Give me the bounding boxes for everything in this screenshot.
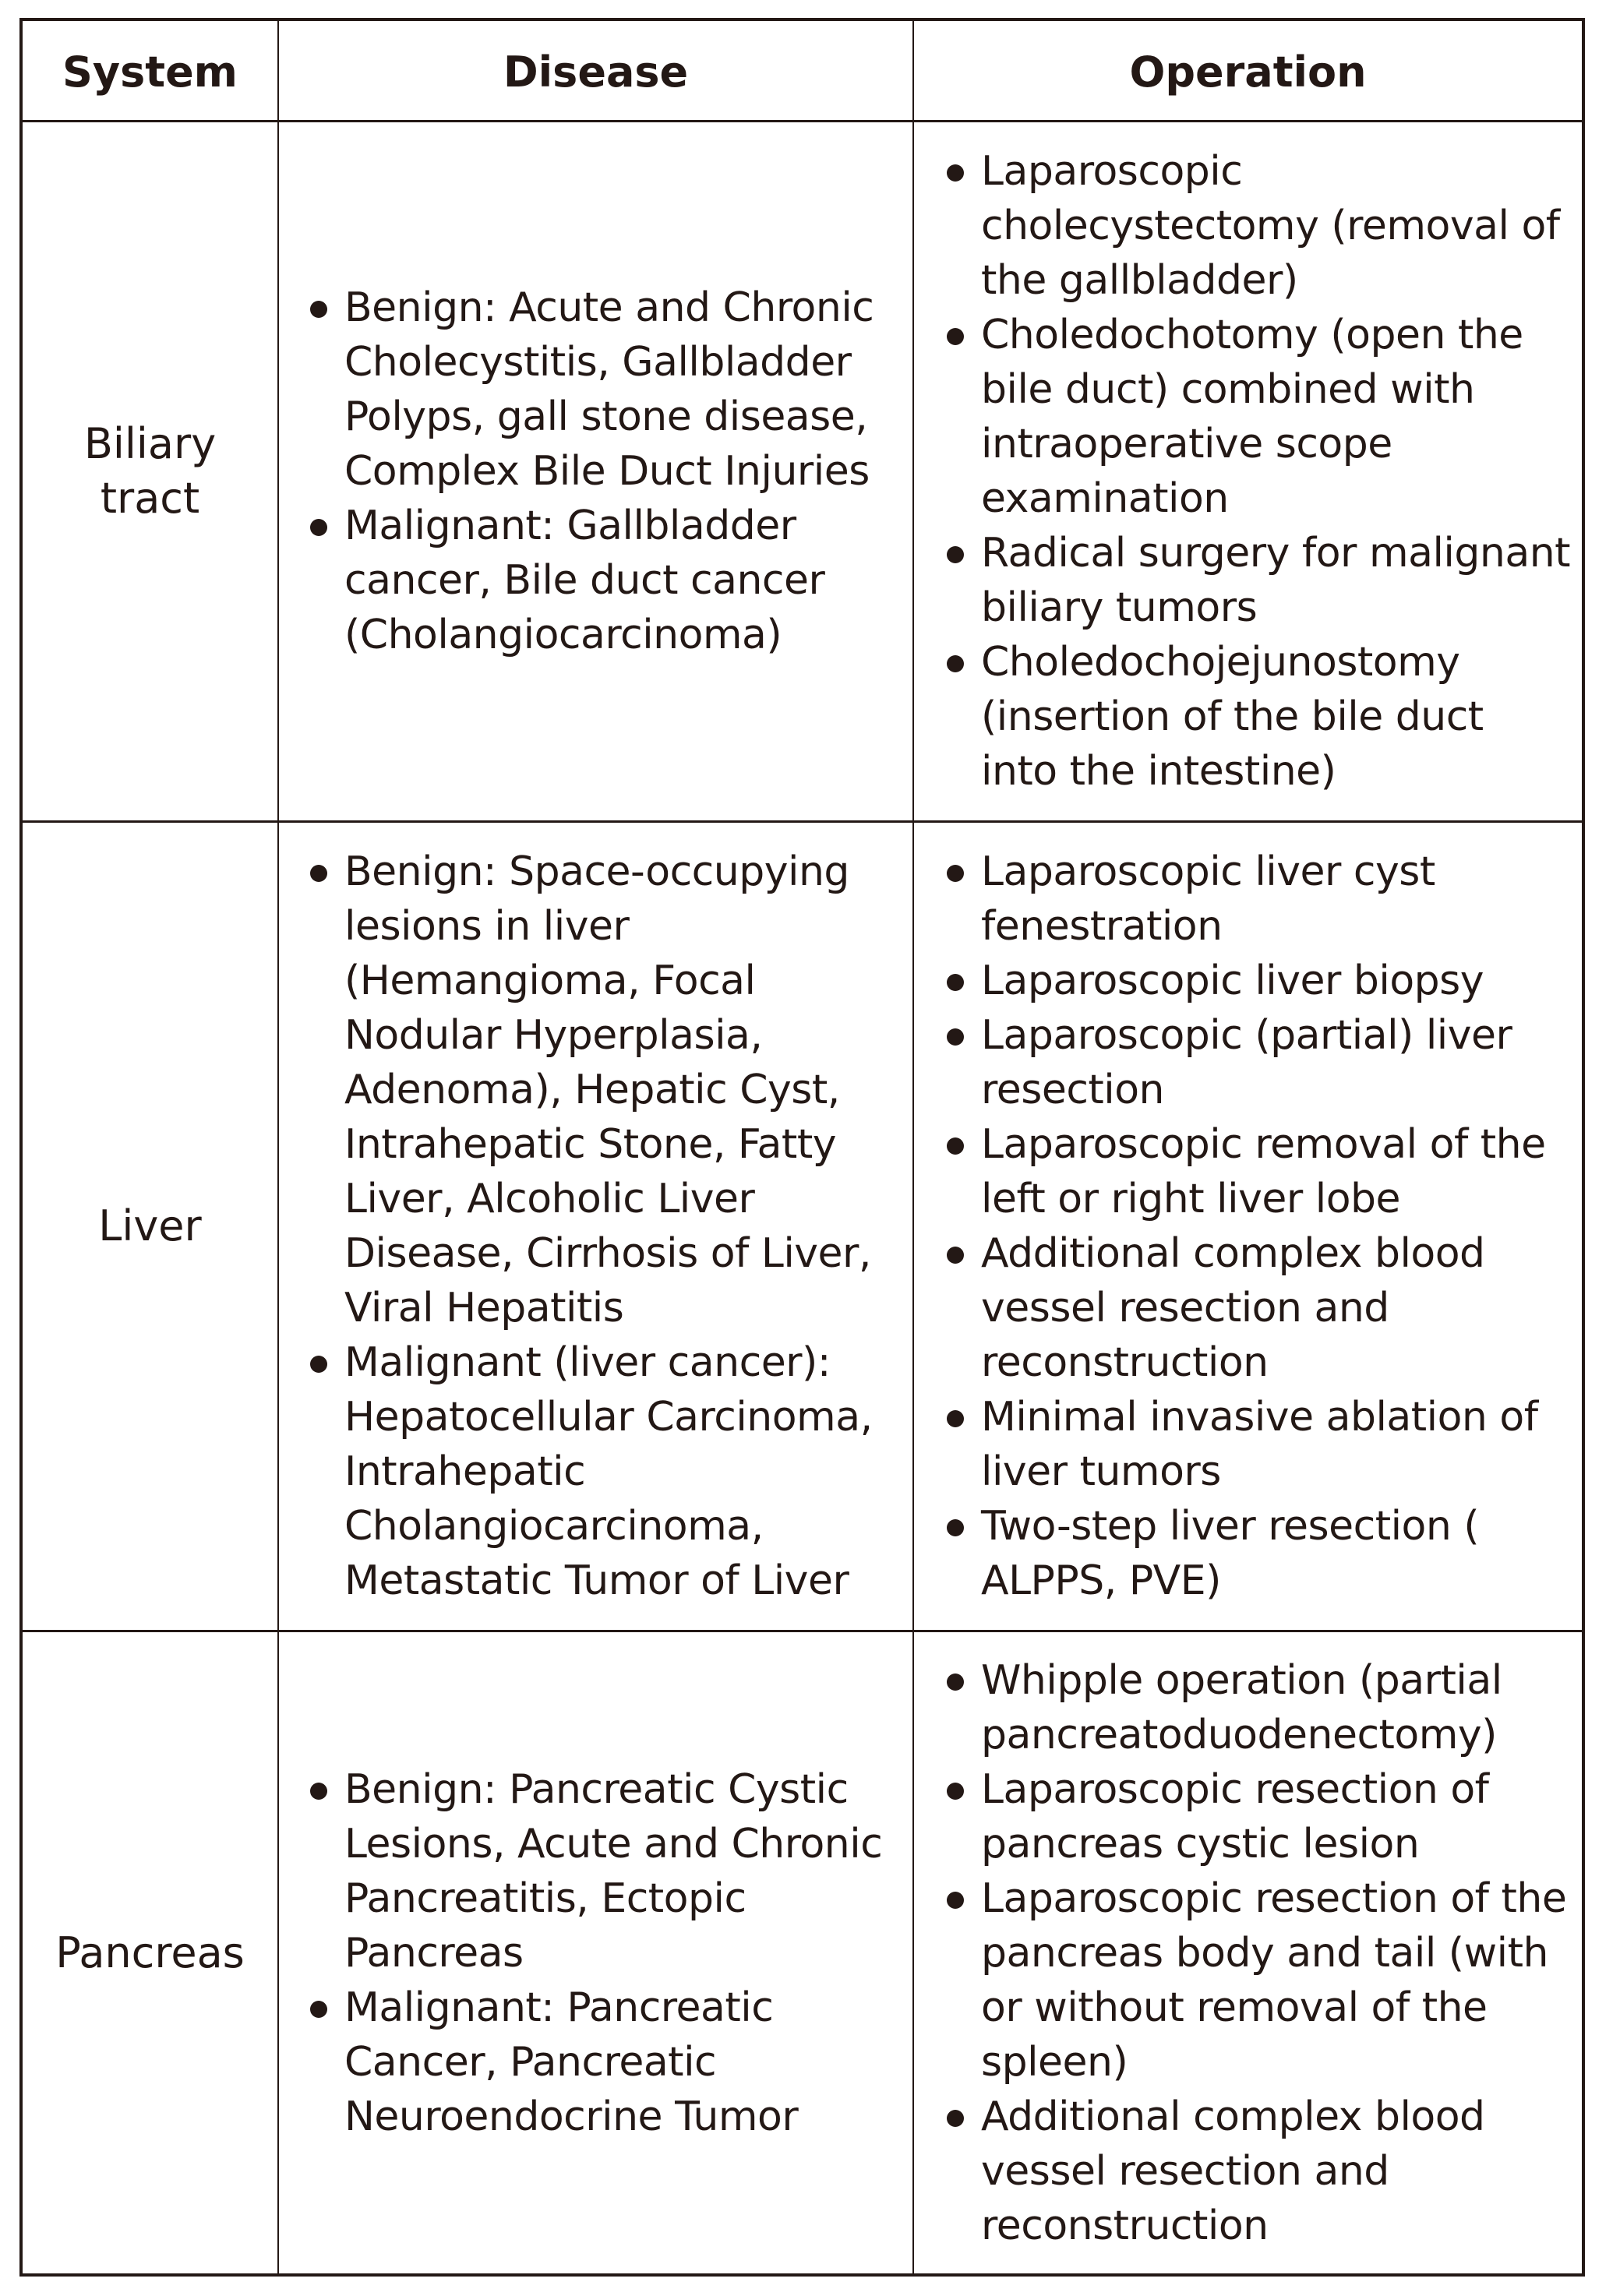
list-item: Minimal invasive ablation of liver tumors bbox=[945, 1390, 1571, 1499]
system-label: Pancreas bbox=[55, 1927, 245, 1977]
disease-list bbox=[309, 845, 900, 1608]
operation-cell bbox=[914, 122, 1582, 820]
header-disease: Disease bbox=[279, 21, 914, 123]
list-item: Additional complex blood vessel resection and reconstruction bbox=[945, 1226, 1571, 1390]
list-item: Laparoscopic (partial) liver resection bbox=[945, 1008, 1571, 1117]
list-item: Choledochotomy (open the bile duct) combined with intraoperative scope examination bbox=[945, 308, 1571, 526]
table-row-liver bbox=[23, 820, 1582, 1630]
list-item: Laparoscopic liver cyst fenestration bbox=[945, 845, 1571, 954]
list-item: Malignant (liver cancer): Hepatocellular Carcinoma, Intrahepatic Cholangiocarcinoma, Metastatic Tumor of Liver bbox=[309, 1335, 900, 1608]
list-item: Laparoscopic removal of the left or right liver lobe bbox=[945, 1117, 1571, 1226]
operation-list bbox=[945, 1653, 1571, 2253]
list-item: Choledochojejunostomy (insertion of the bile duct into the intestine) bbox=[945, 635, 1571, 799]
list-item: Laparoscopic resection of pancreas cystic lesion bbox=[945, 1762, 1571, 1871]
operation-cell bbox=[914, 823, 1582, 1630]
system-label: Liver bbox=[98, 1201, 202, 1250]
list-item: Laparoscopic resection of the pancreas body and tail (with or without removal of the spleen) bbox=[945, 1871, 1571, 2090]
list-item: Radical surgery for malignant biliary tumors bbox=[945, 526, 1571, 635]
disease-list bbox=[309, 280, 900, 662]
header-system: System bbox=[23, 21, 279, 123]
disease-list bbox=[309, 1762, 900, 2144]
disease-cell bbox=[279, 823, 914, 1630]
system-cell bbox=[23, 823, 279, 1630]
list-item: Benign: Acute and Chronic Cholecystitis, Gallbladder Polyps, gall stone disease, Complex Bile Duct Injuries bbox=[309, 280, 900, 499]
system-cell bbox=[23, 1632, 279, 2273]
list-item: Benign: Space-occupying lesions in liver (Hemangioma, Focal Nodular Hyperplasia, Adenoma), Hepatic Cyst, Intrahepatic Stone, Fatty Liver, Alcoholic Liver Disease, Cirrhosis of Liver, Viral Hepatitis bbox=[309, 845, 900, 1335]
list-item: Laparoscopic liver biopsy bbox=[945, 954, 1571, 1008]
operation-list bbox=[945, 144, 1571, 799]
operation-list bbox=[945, 845, 1571, 1608]
disease-cell bbox=[279, 1632, 914, 2273]
header-operation: Operation bbox=[1129, 48, 1367, 97]
system-label: Biliary tract bbox=[83, 419, 217, 523]
surgery-table bbox=[19, 18, 1585, 2277]
list-item: Benign: Pancreatic Cystic Lesions, Acute and Chronic Pancreatitis, Ectopic Pancreas bbox=[309, 1762, 900, 1980]
list-item: Malignant: Pancreatic Cancer, Pancreatic Neuroendocrine Tumor bbox=[309, 1980, 900, 2144]
table-row-pancreas bbox=[23, 1630, 1582, 2273]
operation-cell bbox=[914, 1632, 1582, 2273]
table-header-row bbox=[23, 21, 1582, 123]
disease-cell bbox=[279, 122, 914, 820]
system-cell bbox=[23, 122, 279, 820]
list-item: Malignant: Gallbladder cancer, Bile duct cancer (Cholangiocarcinoma) bbox=[309, 499, 900, 662]
list-item: Laparoscopic cholecystectomy (removal of the gallbladder) bbox=[945, 144, 1571, 308]
list-item: Two-step liver resection ( ALPPS, PVE) bbox=[945, 1499, 1571, 1608]
list-item: Additional complex blood vessel resection and reconstruction bbox=[945, 2090, 1571, 2253]
table-row-biliary bbox=[23, 120, 1582, 820]
list-item: Whipple operation (partial pancreatoduodenectomy) bbox=[945, 1653, 1571, 1762]
